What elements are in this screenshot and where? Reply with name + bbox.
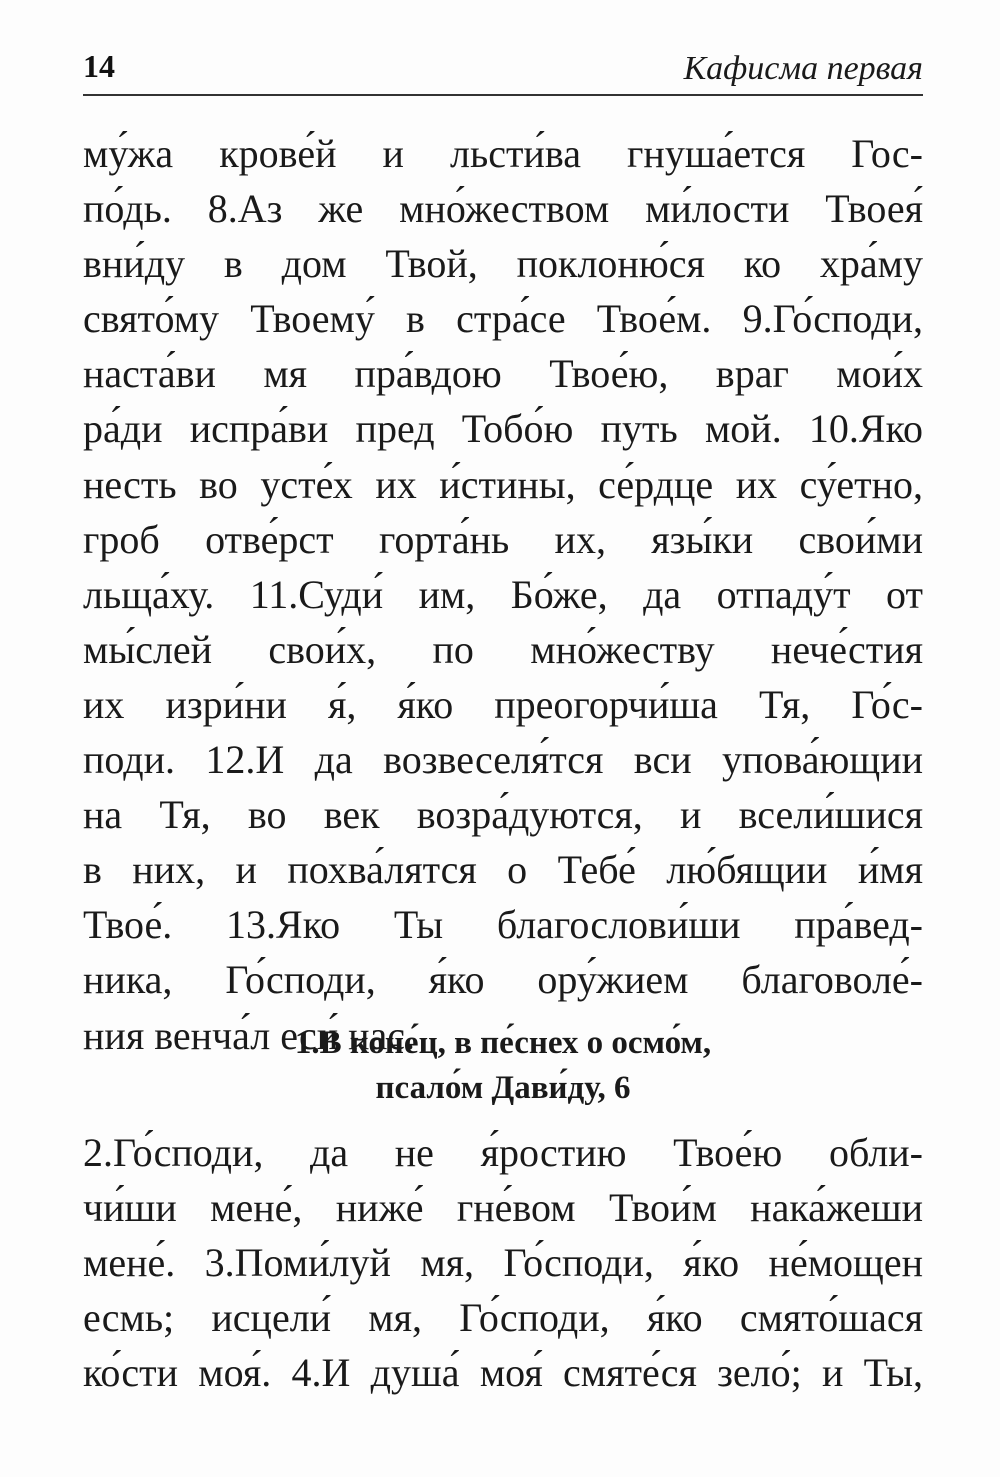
text-line: мы́слей свои́х, по мно́жеству нече́стия	[83, 626, 923, 672]
text-line: ко́сти моя́. 4.И душа́ моя́ смяте́ся зело́; и Ты,	[83, 1350, 923, 1396]
text-line: вни́ду в дом Твой, поклоню́ся ко хра́му	[83, 241, 923, 287]
text-line: Твое́. 13.Яко Ты благослови́ши пра́вед-	[83, 902, 923, 948]
text-line: ра́ди испра́ви пред Тобо́ю путь мой. 10.Яко	[83, 406, 923, 452]
text-line: наста́ви мя пра́вдою Твое́ю, враг мои́х	[83, 351, 923, 397]
page-number: 14	[83, 48, 115, 84]
text-line: их изри́ни я́, я́ко преогорчи́ша Тя, Го́с-	[83, 681, 923, 727]
text-line: поди. 12.И да возвеселя́тся вси упова́ющии	[83, 737, 923, 783]
text-block-1	[83, 126, 923, 1063]
page-header	[83, 40, 923, 96]
text-line: есмь; исцели́ мя, Го́споди, я́ко смято́шася	[83, 1295, 923, 1341]
text-line: гроб отве́рст горта́нь их, язы́ки свои́ми	[83, 516, 923, 562]
running-title: Кафисма первая	[683, 50, 923, 87]
text-line: чи́ши мене́, ниже́ гне́вом Твои́м нака́жеши	[83, 1185, 923, 1231]
text-line: мене́. 3.Поми́луй мя, Го́споди, я́ко не́мощен	[83, 1240, 923, 1286]
text-line: в них, и похва́лятся о Тебе́ лю́бящии и́мя	[83, 847, 923, 893]
text-line: на Тя, во век возра́дуются, и всели́шися	[83, 792, 923, 838]
psalm-heading-line-1: 1.В коне́ц, в пе́снех о осмо́м,	[294, 1025, 712, 1061]
text-line: несть во усте́х их и́стины, се́рдце их су́етно,	[83, 461, 923, 507]
text-line: 2.Го́споди, да не я́ростию Твое́ю обли-	[83, 1130, 923, 1175]
psalm-heading-line-2: псало́м Дави́ду, 6	[375, 1070, 631, 1106]
text-block-2	[83, 1125, 923, 1400]
text-line: свято́му Твоему́ в стра́се Твое́м. 9.Го́споди,	[83, 296, 923, 342]
text-line: ния венча́л еси́ нас.	[83, 1012, 416, 1058]
text-line: му́жа крове́й и льсти́ва гнуша́ется Гос-	[83, 131, 923, 176]
text-line: ника, Го́споди, я́ко ору́жием благоволе́-	[83, 957, 923, 1003]
text-line: льща́ху. 11.Суди́ им, Бо́же, да отпаду́т от	[83, 571, 923, 617]
text-line: по́дь. 8.Аз же мно́жеством ми́лости Твоея́	[83, 186, 923, 232]
